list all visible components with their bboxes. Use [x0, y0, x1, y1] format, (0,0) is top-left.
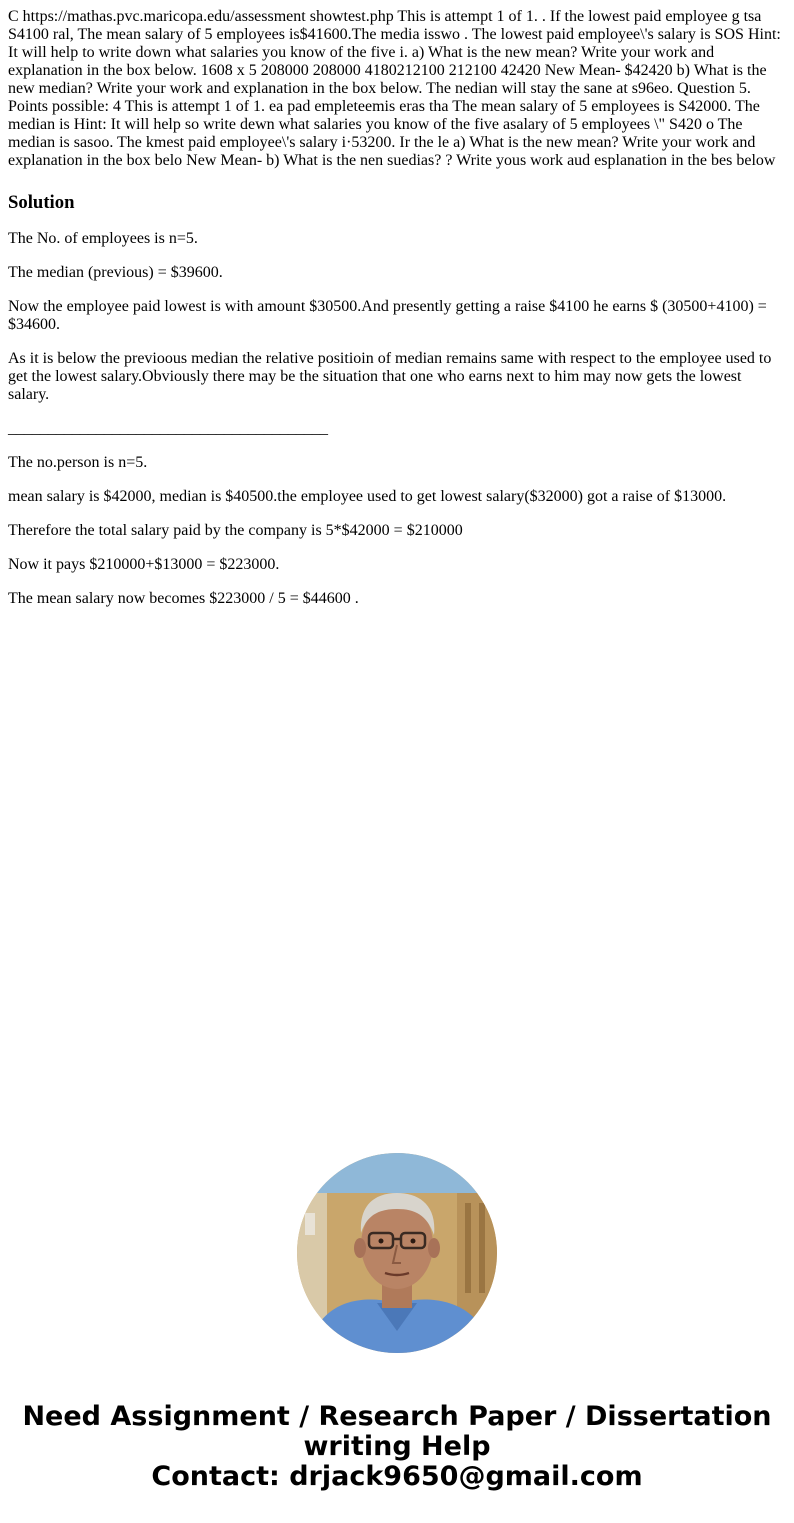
solution-paragraph: Now it pays $210000+$13000 = $223000.	[8, 556, 280, 573]
solution-paragraph: The No. of employees is n=5.	[8, 230, 198, 247]
contact-banner	[0, 1402, 794, 1492]
solution-paragraph: mean salary is $42000, median is $40500.the employee used to get lowest salary($32000) got a raise of $13000.	[8, 488, 727, 505]
contact-email: Contact: drjack9650@gmail.com	[151, 1461, 643, 1492]
solution-paragraph: Therefore the total salary paid by the company is 5*$42000 = $210000	[8, 522, 463, 539]
solution-paragraph: The no.person is n=5.	[8, 454, 148, 471]
question-text: C https://mathas.pvc.maricopa.edu/assessment showtest.php This is attempt 1 of 1. . If the lowest paid employee g tsa S4100 ral, The mean salary of 5 employees is$41600.The media isswo . The lowest paid employee\'s salary is SOS Hint: It will help to write down what salaries you know of the five i. a) What is the new mean? Write your work and explanation in the box below. 1608 x 5 208000 208000 4180212100 212100 42420 New Mean- $42420 b) What is the new median? Write your work and explanation in the box below. The nedian will stay the sane at s96eo. Question 5. Points possible: 4 This is attempt 1 of 1. ea pad empleteemis eras tha The mean salary of 5 employees is S42000. The median is Hint: It will help so write dewn what salaries you know of the five asalary of 5 employees \" S420 o The median is sasoo. The kmest paid employee\'s salary i·53200. Ir the le a) What is the new mean? Write your work and explanation in the box belo New Mean- b) What is the nen suedias? ? Write yous work aud esplanation in the bes below	[8, 8, 781, 169]
banner-line: Need Assignment / Research Paper / Dissertation	[22, 1401, 772, 1432]
solution-paragraph: The median (previous) = $39600.	[8, 264, 223, 281]
solution-heading: Solution	[8, 192, 75, 213]
solution-paragraph: Now the employee paid lowest is with amount $30500.And presently getting a raise $4100 he earns $ (30500+4100) = $34600.	[8, 298, 767, 333]
divider-line: ________________________________________	[8, 420, 328, 437]
document-body	[8, 8, 786, 608]
author-avatar	[297, 1153, 497, 1353]
banner-line: writing Help	[303, 1431, 491, 1462]
solution-paragraph: As it is below the previoous median the relative positioin of median remains same with respect to the employee used to get the lowest salary.Obviously there may be the situation that one who earns next to him may now gets the lowest salary.	[8, 350, 772, 403]
solution-paragraph: The mean salary now becomes $223000 / 5 = $44600 .	[8, 590, 359, 607]
